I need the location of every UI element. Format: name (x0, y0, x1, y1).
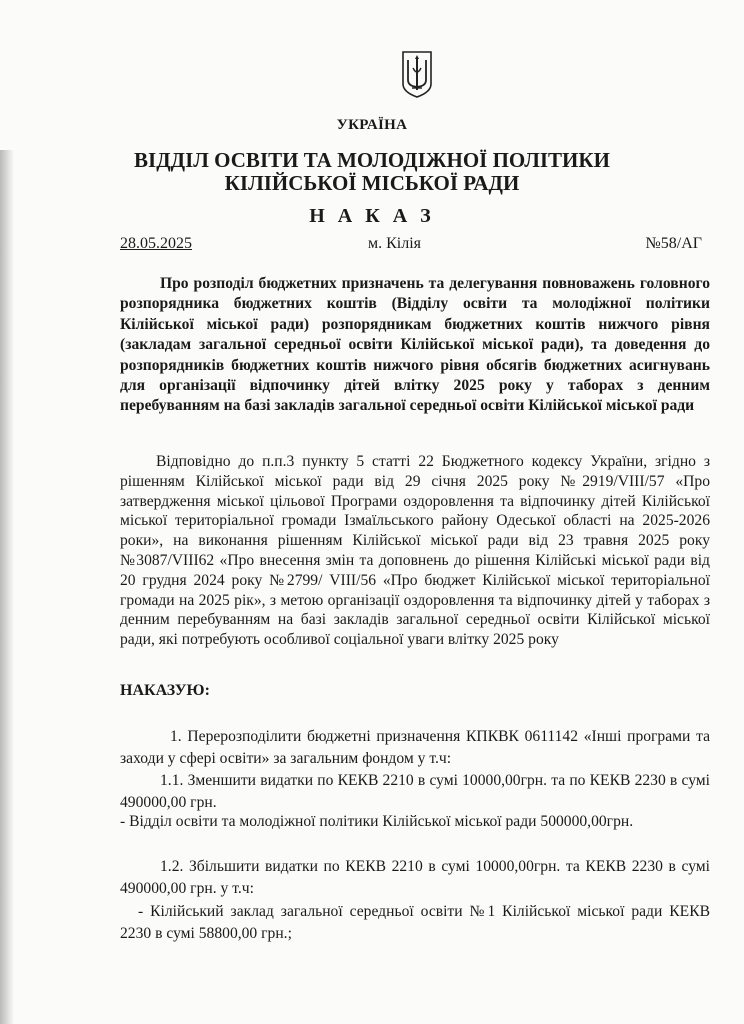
document-date: 28.05.2025 (120, 235, 192, 252)
document-type: Н А К А З (309, 205, 435, 227)
document-number: №58/АГ (645, 235, 702, 252)
order-item-1-2: 1.2. Збільшити видатки по КЕКВ 2210 в сумі 10000,00грн. та КЕКВ 2230 в сумі 490000,00 грн. у т.ч: (120, 858, 710, 897)
trident-icon (400, 50, 434, 98)
document-subject: Про розподіл бюджетних призначень та делегування повноважень головного розпорядника бюджетних коштів (Відділу освіти та молодіжної політики Кілійської міської ради) розпорядникам бюджетних коштів нижчого рівня (закладам загальної середньої освіти Кілійської міської ради), та доведення до розпорядників бюджетних коштів нижчого рівня обсягів бюджетних асигнувань для організації відпочинку дітей влітку 2025 року у таборах з денним перебуванням на базі закладів загальної середньої освіти Кілійської міської ради (120, 275, 710, 415)
scan-edge-shadow (0, 150, 14, 1024)
organization-name-line1: ВІДДІЛ ОСВІТИ ТА МОЛОДІЖНОЇ ПОЛІТИКИ (134, 148, 610, 172)
document-preamble: Відповідно до п.п.3 пункту 5 статті 22 Бюджетного кодексу України, згідно з рішенням Кілійської міської ради від 29 січня 2025 року №2919/VIII/57 «Про затвердження міської цільової Програми оздоровлення та відпочинку дітей Кілійської міської територіальної громади Ізмаїльського району Одеської області на 2025-2026 роки», на виконання рішенням Кілійської міської ради від 23 травня 2025 року №3087/VIII62 «Про внесення змін та доповнень до рішення Кілійські міської ради від 20 грудня 2024 року №2799/ VIII/56 «Про бюджет Кілійської міської територіальної громади на 2025 рік», з метою організації оздоровлення та відпочинку дітей у таборах з денним перебуванням на базі закладів загальної середньої освіти Кілійської міської ради, які потребують особливої соціальної уваги влітку 2025 року (120, 453, 710, 649)
order-item-1: 1. Перерозподілити бюджетні призначення КПКВК 0611142 «Інші програми та заходи у сфері освіти» за загальним фондом у т.ч: (120, 728, 710, 767)
order-item-1-1-recipient: - Відділ освіти та молодіжної політики Кілійської міської ради 500000,00грн. (120, 813, 634, 830)
document-city: м. Кілія (368, 235, 422, 252)
document-meta-row (120, 235, 702, 257)
order-item-1-1: 1.1. Зменшити видатки по КЕКВ 2210 в сумі 10000,00грн. та по КЕКВ 2230 в сумі 490000,00 грн. (120, 772, 710, 811)
order-item-1-2-recipient: - Кілійський заклад загальної середньої освіти №1 Кілійської міської ради КЕКВ 2230 в сумі 58800,00 грн.; (120, 903, 710, 942)
order-heading: НАКАЗУЮ: (120, 682, 210, 699)
country-name: УКРАЇНА (336, 117, 408, 133)
organization-name-line2: КІЛІЙСЬКОЇ МІСЬКОЇ РАДИ (224, 171, 520, 195)
